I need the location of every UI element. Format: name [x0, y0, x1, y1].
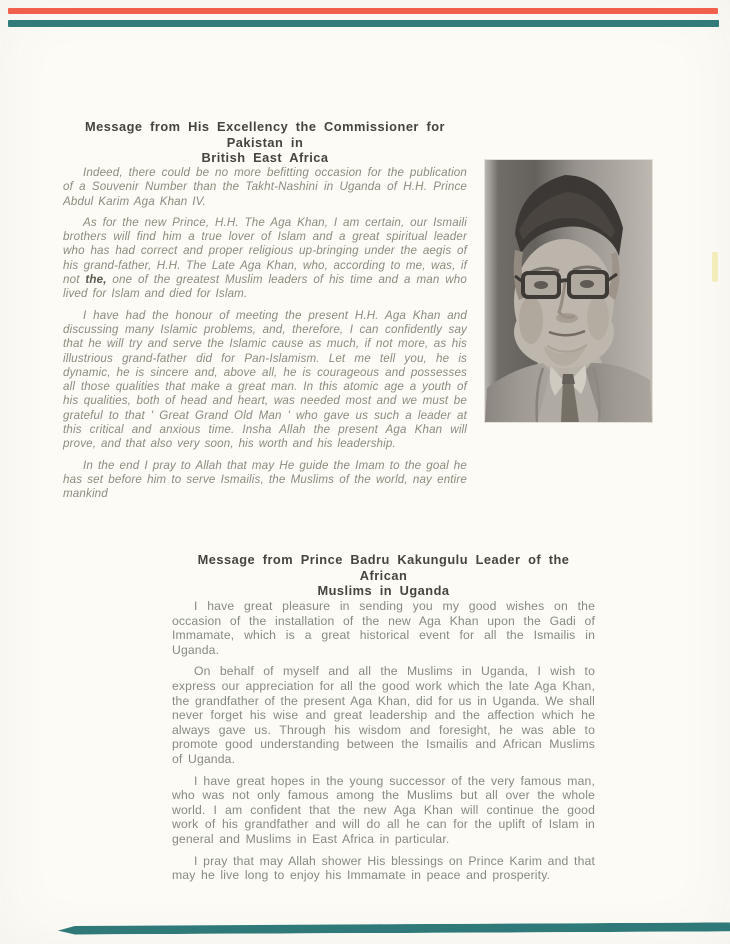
paragraph-2-text-after: one of the greatest Muslim leaders of his time and a man who lived for Islam and died for Islam. — [63, 273, 467, 301]
page-edge-yellow-mark — [712, 252, 718, 282]
paragraph-3: I have had the honour of meeting the present H.H. Aga Khan and discussing many Islamic problems, and, therefore, I can confidently say that he will try and serve the Islamic cause as much, if not more, as his illustrious grand-father did for Pan-Islamism. Let me tell you, he is dynamic, he is sincere and, above all, he is courageous and possesses all those qualities that make a great man. In this atomic age a youth of his qualities, both of head and heart, was needed most and we must be grateful to that ' Great Grand Old Man ' who gave us such a leader at this critical and anxious time. Insha Allah the present Aga Khan will prove, and that also very soon, his worth and his leadership. — [63, 308, 467, 451]
paragraph-2 — [63, 216, 467, 302]
top-border-teal-bar — [8, 20, 719, 27]
paragraph-2: On behalf of myself and all the Muslims in Uganda, I wish to express our appreciation for all the good work which the late Aga Khan, the grandfather of the present Aga Khan, did for us in Uganda. We shall never forget his wise and great leadership and the affection which he always gave us. Through his wisdom and foresight, he was able to promote good understanding between the Ismailis and African Muslims of Uganda. — [172, 664, 595, 766]
bottom-border-teal-bar — [58, 922, 730, 934]
paragraph-1: Indeed, there could be no more befitting occasion for the publication of a Souvenir Number than the Takht-Nashini in Uganda of H.H. Prince Abdul Karim Aga Khan IV. — [63, 166, 467, 208]
paragraph-3: I have great hopes in the young successor of the very famous man, who was not only famous among the Muslims but all over the whole world. I am confident that the new Aga Khan will continue the good work of his grandfather and will do all he can for the uplift of Islam in general and Muslims in East Africa in particular. — [172, 773, 595, 846]
message-commissioner-body — [63, 166, 467, 509]
paragraph-2-text-before: As for the new Prince, H.H. The Aga Khan, I am certain, our Ismaili brothers will find him a true lover of Islam and a great spiritual leader who has had correct and proper religious up-bringing under the aegis of his grand-father, H.H. The Late Aga Khan, who, according to me, was, if not — [63, 215, 467, 287]
heading-line-1: Message from His Excellency the Commissioner for Pakistan in — [84, 119, 446, 150]
message-prince-body — [172, 599, 595, 890]
paragraph-4: I pray that may Allah shower His blessings on Prince Karim and that may he live long to enjoy his Immamate in peace and prosperity. — [172, 853, 595, 883]
heading-line-2: Muslims in Uganda — [317, 583, 450, 598]
portrait-photo-image — [485, 160, 652, 422]
message-prince-heading — [172, 552, 595, 599]
paragraph-1: I have great pleasure in sending you my good wishes on the occasion of the installation of the new Aga Khan upon the Gadi of Immamate, which is a great historical event for all the Ismailis in Uganda. — [172, 599, 595, 657]
heading-line-2: British East Africa — [201, 150, 329, 165]
message-commissioner-heading — [63, 119, 467, 166]
paragraph-4: In the end I pray to Allah that may He guide the Imam to the goal he has set before him to serve Ismailis, the Muslims of the world, nay entire mankind — [63, 458, 467, 501]
top-border-red-bar — [8, 8, 718, 14]
heading-line-1: Message from Prince Badru Kakungulu Leader of the African — [197, 552, 570, 583]
bold-emphasis-the: the, — [85, 273, 107, 287]
portrait-photo — [485, 160, 652, 422]
